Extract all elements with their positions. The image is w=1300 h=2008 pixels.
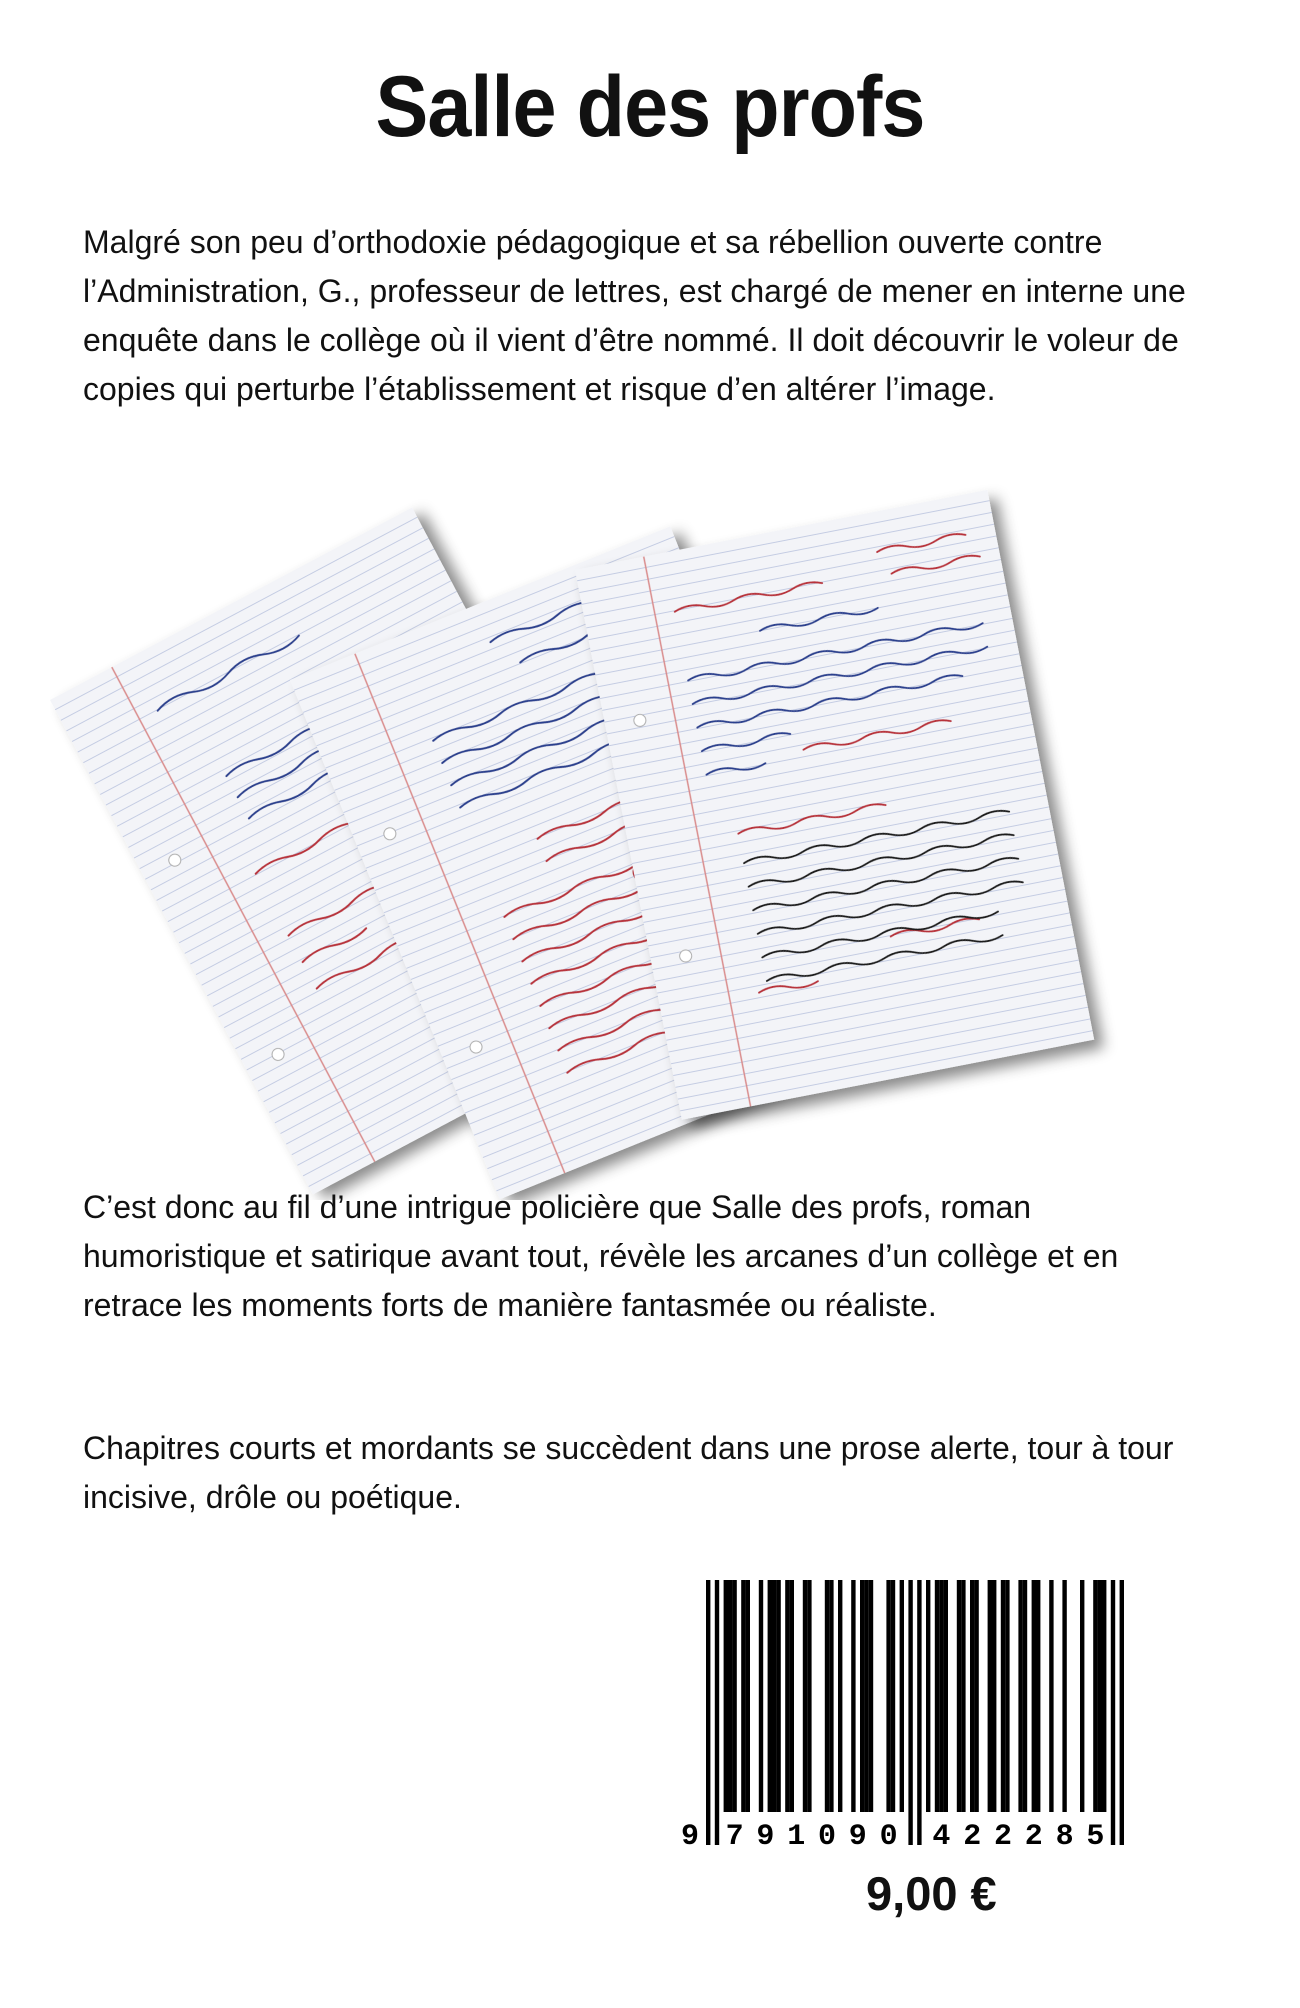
barcode-bar [1032, 1580, 1036, 1812]
barcode-bar [1049, 1580, 1053, 1812]
barcode-digit: 9 [680, 1820, 700, 1854]
blurb-paragraph-1: Malgré son peu d’orthodoxie pédagogique et sa rébellion ouverte contre l’Administration, G., professeur de lettres, est chargé de mener en interne une enquête dans le collège où il vient d’être nommé. Il doit découvrir le voleur de copies qui perturbe l’établissement et risque d’en altérer l’image. [83, 224, 1186, 407]
book-title: Salle des profs [375, 59, 925, 155]
barcode-bar [970, 1580, 974, 1812]
barcode-digit: 1 [787, 1820, 806, 1854]
barcode-bar [1062, 1580, 1066, 1812]
barcode-digit: 9 [756, 1820, 775, 1854]
barcode-bar [926, 1580, 930, 1812]
barcode-bar [1036, 1580, 1040, 1812]
barcode-digit: 2 [1024, 1820, 1043, 1854]
barcode-bar [724, 1580, 728, 1812]
barcode-bar [772, 1580, 776, 1812]
barcode-bar [803, 1580, 807, 1812]
barcode-digit: 7 [725, 1820, 744, 1854]
barcode-bar [785, 1580, 789, 1812]
barcode-bar [1080, 1580, 1084, 1812]
barcode-bar [961, 1580, 965, 1812]
barcode-bar [728, 1580, 732, 1812]
barcode-bar [935, 1580, 939, 1812]
barcode-bar [790, 1580, 794, 1812]
barcode-bar [741, 1580, 745, 1812]
barcode-digit: 8 [1055, 1820, 1074, 1854]
barcode-digit: 2 [993, 1820, 1013, 1854]
barcode-bar [869, 1580, 873, 1812]
barcode-bar [746, 1580, 750, 1812]
barcode-bar [1098, 1580, 1102, 1812]
barcode-bar [860, 1580, 864, 1812]
barcode-bar [886, 1580, 890, 1812]
barcode-bar [768, 1580, 772, 1812]
barcode-bar [838, 1580, 842, 1812]
barcode-bar [825, 1580, 829, 1812]
barcode-bar [988, 1580, 992, 1812]
barcode-bar [807, 1580, 811, 1812]
barcode-bar [1018, 1580, 1022, 1812]
barcode-digit: 0 [879, 1820, 898, 1854]
isbn-barcode [678, 1580, 1178, 1860]
barcode-bar [1120, 1580, 1124, 1845]
barcode-bar [706, 1580, 710, 1845]
barcode-bar [851, 1580, 855, 1812]
blurb-paragraph-2: C’est donc au fil d’une intrigue policière que Salle des profs, roman humoristique et satirique avant tout, révèle les arcanes d’un collège et en retrace les moments forts de manière fantasmée ou réaliste. [83, 1189, 1119, 1323]
barcode-digit: 5 [1086, 1820, 1105, 1854]
barcode-bar [974, 1580, 978, 1812]
barcode-bar [1102, 1580, 1106, 1812]
barcode-bar [1005, 1580, 1009, 1812]
barcode-bar [829, 1580, 833, 1812]
barcode-bars [706, 1580, 1124, 1845]
barcode-digits [681, 1820, 1104, 1854]
barcode-bar [732, 1580, 736, 1812]
barcode-bar [891, 1580, 895, 1812]
barcode-bar [944, 1580, 948, 1812]
barcode-bar [1093, 1580, 1097, 1812]
barcode-bar [992, 1580, 996, 1812]
barcode-bar [1001, 1580, 1005, 1812]
barcode-bar [759, 1580, 763, 1812]
barcode-bar [957, 1580, 961, 1812]
barcode-digit: 0 [817, 1820, 837, 1854]
barcode-bar [900, 1580, 904, 1812]
barcode-digit: 2 [963, 1820, 982, 1854]
barcode-bar [715, 1580, 719, 1845]
price-label: 9,00 € [866, 1867, 997, 1920]
blurb-paragraph-3: Chapitres courts et mordants se succèdent dans une prose alerte, tour à tour incisive, drôle ou poétique. [83, 1430, 1174, 1515]
barcode-bar [776, 1580, 780, 1812]
exam-papers-photo [50, 480, 1230, 1200]
barcode-bar [917, 1580, 921, 1845]
barcode-bar [939, 1580, 943, 1812]
barcode-bar [864, 1580, 868, 1812]
barcode-bar [908, 1580, 912, 1845]
barcode-bar [1023, 1580, 1027, 1812]
barcode-digit: 4 [932, 1820, 951, 1854]
barcode-bar [1111, 1580, 1115, 1845]
barcode-digit: 9 [848, 1820, 867, 1854]
